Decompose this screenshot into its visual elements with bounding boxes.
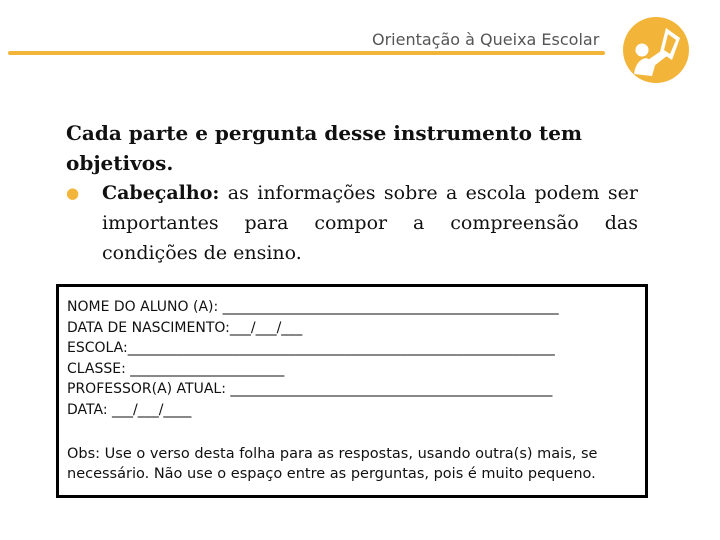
bullet-cabecalho bbox=[66, 178, 638, 268]
bullet-dot-icon: ● bbox=[66, 184, 80, 202]
bullet-text bbox=[102, 178, 638, 268]
form-line-classe: CLASSE: ______________________ bbox=[67, 360, 285, 377]
bullet-body: as informações sobre a escola podem ser importantes para compor a compreensão das condições de ensino. bbox=[102, 182, 638, 264]
form-line-data: DATA: ___/___/____ bbox=[67, 401, 192, 418]
form-line-nascimento: DATA DE NASCIMENTO:___/___/___ bbox=[67, 319, 303, 336]
page-header-title: Orientação à Queixa Escolar bbox=[372, 30, 600, 49]
form-line-escola: ESCOLA:_____________________________________________________________ bbox=[67, 340, 555, 356]
reading-person-icon bbox=[622, 16, 690, 84]
bullet-label: Cabeçalho: bbox=[102, 182, 220, 204]
form-obs-note: Obs: Use o verso desta folha para as respostas, usando outra(s) mais, se necessário. Não use o espaço entre as perguntas, pois é muito pequeno. bbox=[67, 446, 598, 482]
header-divider bbox=[8, 51, 605, 55]
form-line-professor: PROFESSOR(A) ATUAL: ______________________________________________ bbox=[67, 381, 553, 397]
form-line-nome: NOME DO ALUNO (A): ________________________________________________ bbox=[67, 299, 559, 315]
intro-heading: Cada parte e pergunta desse instrumento tem objetivos. bbox=[66, 121, 583, 175]
intro-section bbox=[66, 118, 638, 268]
form-template-box bbox=[56, 284, 648, 498]
